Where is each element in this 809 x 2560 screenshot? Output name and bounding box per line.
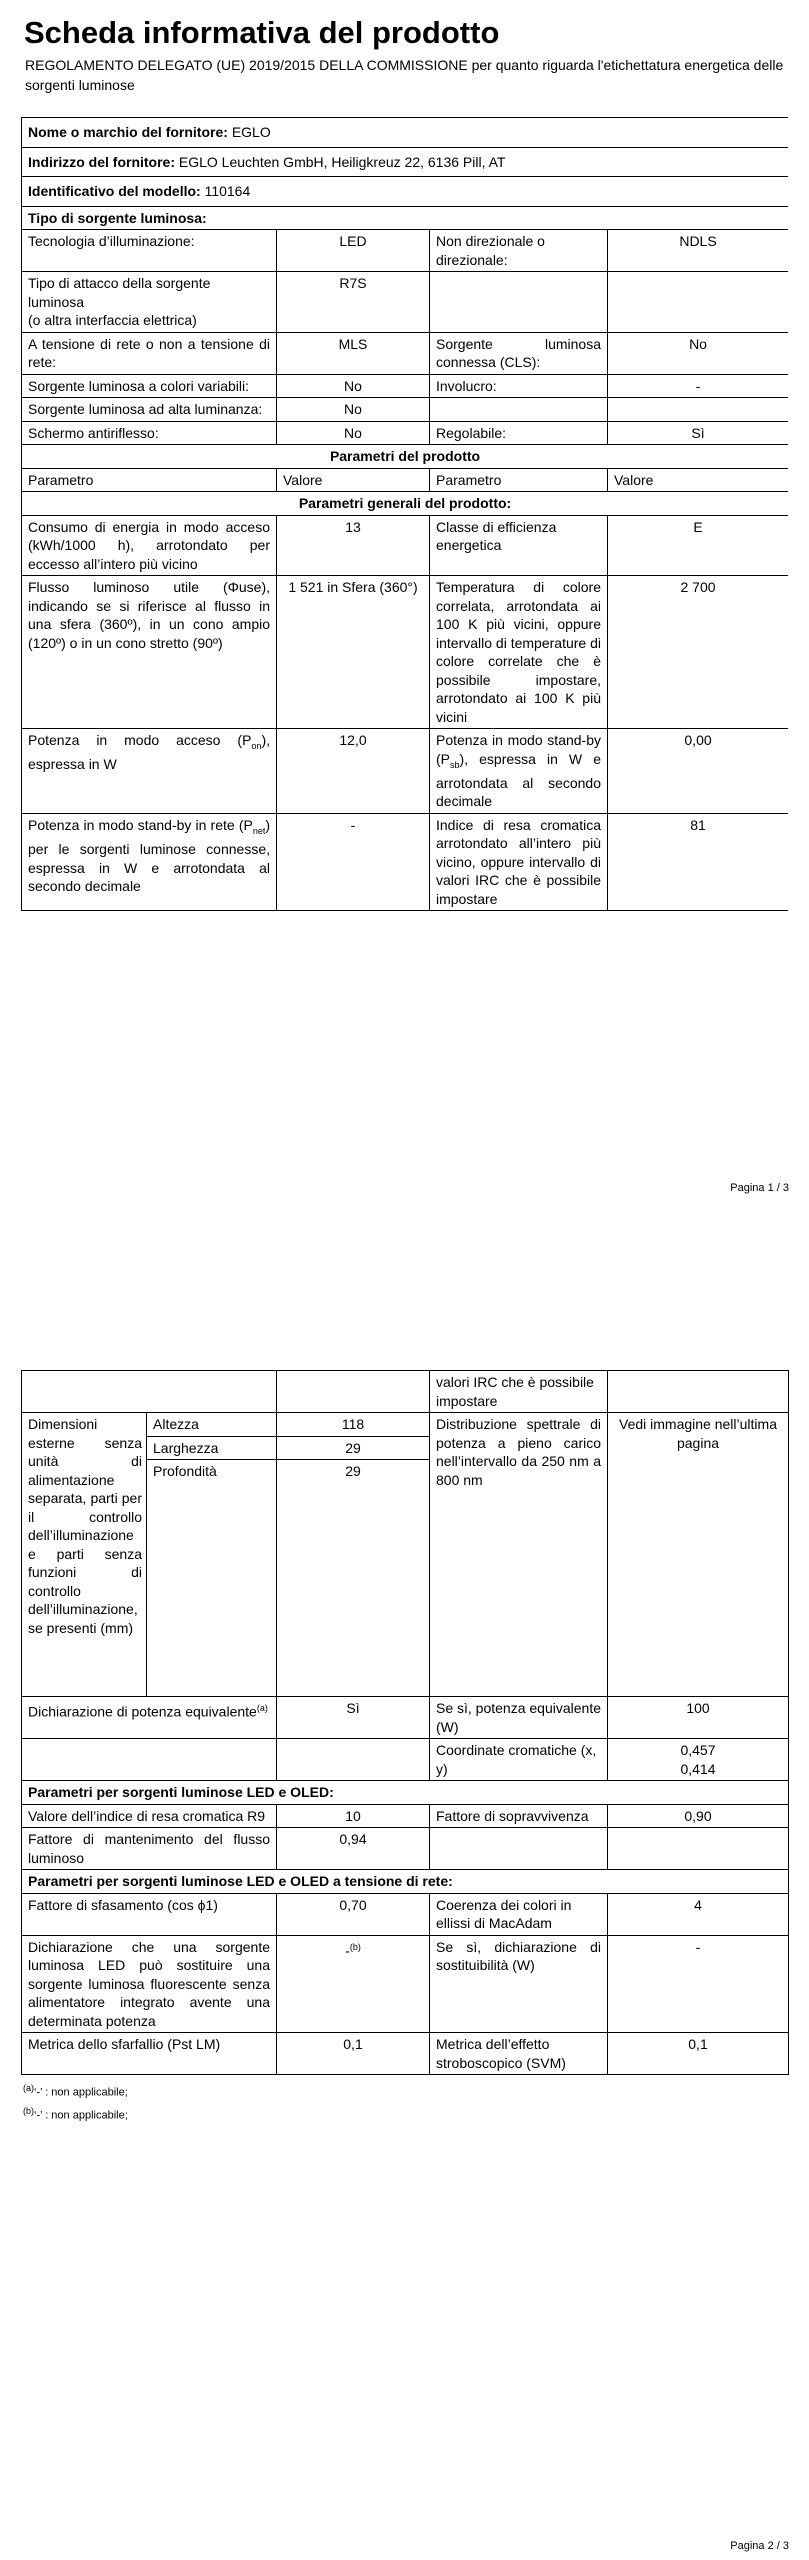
empty-cell (277, 1371, 430, 1413)
envelope-label: Involucro: (430, 374, 608, 398)
footnote-a: $^{(a)}$‘-’ : non applicabile; (23, 2083, 128, 2099)
source-type-heading: Tipo di sorgente luminosa: (22, 206, 789, 230)
tech-value: LED (277, 230, 430, 272)
useful-flux-label: Flusso luminoso utile (Φuse), indicando se si riferisce al flusso in una sfera (360º), in un cono ampio (120º) o in un cono stretto (90º) (22, 576, 277, 729)
page-1-table-clip (21, 117, 788, 1149)
useful-flux-value: 1 521 in Sfera (360°) (277, 576, 430, 729)
high-luminance-label: Sorgente luminosa ad alta luminanza: (22, 398, 277, 422)
empty-cell (608, 272, 789, 333)
page-2-content (21, 1370, 788, 2124)
macadam-value: 4 (608, 1893, 789, 1935)
anti-glare-value: No (277, 421, 430, 445)
depth-value: 29 (277, 1460, 430, 1697)
dimensions-label: Dimensioni esterne senza unità di alimentazione separata, parti per il controllo dell’illuminazione e parti senza funzioni di controllo dell’illuminazione, se presenti (mm) (22, 1413, 147, 1697)
mains-value: MLS (277, 332, 430, 374)
standby-power-label: Potenza in modo stand-by $(P_{sb})$, espressa in W e arrotondata al secondo decimale (430, 729, 608, 814)
stroboscopic-value: 0,1 (608, 2033, 789, 2075)
empty-cell (430, 398, 608, 422)
macadam-label: Coerenza dei colori in ellissi di MacAdam (430, 1893, 608, 1935)
footnotes (23, 2079, 788, 2124)
height-label: Altezza (147, 1413, 277, 1437)
supplier-row (22, 118, 789, 148)
stroboscopic-label: Metrica dell’effetto stroboscopico (SVM) (430, 2033, 608, 2075)
depth-label: Profondità (147, 1460, 277, 1697)
dimmable-value: Sì (608, 421, 789, 445)
equivalent-power-label: Dichiarazione di potenza equivalente$^{(a)}$ (22, 1697, 277, 1739)
led-params-heading: Parametri per sorgenti luminose LED e OLED: (22, 1781, 789, 1805)
footnote-b: $^{(b)}$‘-’ : non applicabile; (23, 2105, 128, 2122)
networked-standby-value: - (277, 813, 430, 911)
address-value: EGLO Leuchten GmbH, Heiligkreuz 22, 6136 Pill, AT (178, 153, 506, 170)
tech-label: Tecnologia d’illuminazione: (22, 230, 277, 272)
model-label: Identificativo del modello: (28, 183, 201, 199)
color-tunable-label: Sorgente luminosa a colori variabili: (22, 374, 277, 398)
power-factor-label: Fattore di sfasamento (cos ϕ1) (22, 1893, 277, 1935)
page-2 (0, 1370, 809, 2560)
product-info-table (21, 117, 788, 911)
address-row (22, 147, 789, 177)
empty-cell (608, 1828, 789, 1870)
cls-value: No (608, 332, 789, 374)
empty-cell (277, 1739, 430, 1781)
cap-value: R7S (277, 272, 430, 333)
chromaticity-label: Coordinate cromatiche (x, y) (430, 1739, 608, 1781)
on-mode-power-label: Potenza in modo acceso $(P_{on})$, espressa in W (22, 729, 277, 814)
page-1-content (21, 0, 788, 907)
flicker-label: Metrica dello sfarfallio (Pst LM) (22, 2033, 277, 2075)
document-title: Scheda informativa del prodotto (24, 15, 500, 50)
consumption-label: Consumo di energia in modo acceso (kWh/1000 h), arrotondato per eccesso all’intero più vicino (22, 515, 277, 576)
replacement-watt-label: Se sì, dichiarazione di sostituibilità (W) (430, 1935, 608, 2033)
envelope-value: - (608, 374, 789, 398)
empty-cell (430, 1828, 608, 1870)
supplier-label: Nome o marchio del fornitore: (28, 124, 228, 140)
col-header-param: Parametro (430, 468, 608, 492)
replacement-claim-label: Dichiarazione che una sorgente luminosa LED può sostituire una sorgente luminosa fluorescente senza alimentatore integrato avente una determinata potenza (22, 1935, 277, 2033)
model-value: 110164 (204, 183, 251, 199)
anti-glare-label: Schermo antiriflesso: (22, 421, 277, 445)
equivalent-watt-label: Se sì, potenza equivalente (W) (430, 1697, 608, 1739)
on-mode-power-value: 12,0 (277, 729, 430, 814)
replacement-watt-value: - (608, 1935, 789, 2033)
cap-label: Tipo di attacco della sorgente luminosa (o altra interfaccia elettrica) (22, 272, 277, 333)
r9-value: 10 (277, 1804, 430, 1828)
model-row (22, 177, 789, 207)
width-value: 29 (277, 1436, 430, 1460)
mains-label: A tensione di rete o non a tensione di rete: (22, 332, 277, 374)
col-header-value: Valore (277, 468, 430, 492)
empty-cell (22, 1739, 277, 1781)
survival-value: 0,90 (608, 1804, 789, 1828)
product-info-table-continued (21, 1370, 789, 2075)
spd-label: Distribuzione spettrale di potenza a pieno carico nell’intervallo da 250 nm a 800 nm (430, 1413, 608, 1697)
product-params-heading: Parametri del prodotto (22, 445, 789, 469)
efficiency-class-value: E (608, 515, 789, 576)
regulation-subtitle: REGOLAMENTO DELEGATO (UE) 2019/2015 DELLA COMMISSIONE per quanto riguarda l'etichettatura energetica delle sorgenti luminose (25, 57, 784, 93)
nondir-value: NDLS (608, 230, 789, 272)
cct-label: Temperatura di colore correlata, arrotondata ai 100 K più vicini, oppure intervallo di temperature di colore correlate che è possibile impostare, arrotondato ai 100 K più vicini (430, 576, 608, 729)
r9-label: Valore dell’indice di resa cromatica R9 (22, 1804, 277, 1828)
dimmable-label: Regolabile: (430, 421, 608, 445)
empty-cell (608, 398, 789, 422)
maintenance-value: 0,94 (277, 1828, 430, 1870)
color-tunable-value: No (277, 374, 430, 398)
equivalent-watt-value: 100 (608, 1697, 789, 1739)
consumption-value: 13 (277, 515, 430, 576)
supplier-value: EGLO (231, 124, 271, 140)
col-header-value: Valore (608, 468, 789, 492)
empty-cell (608, 1371, 789, 1413)
nondir-label: Non direzionale o direzionale: (430, 230, 608, 272)
height-value: 118 (277, 1413, 430, 1437)
high-luminance-value: No (277, 398, 430, 422)
cls-label: Sorgente luminosa connessa (CLS): (430, 332, 608, 374)
power-factor-value: 0,70 (277, 1893, 430, 1935)
survival-label: Fattore di sopravvivenza (430, 1804, 608, 1828)
page-1 (0, 0, 809, 1235)
page-1-number: Pagina 1 / 3 (730, 1182, 789, 1194)
width-label: Larghezza (147, 1436, 277, 1460)
empty-cell (22, 1371, 277, 1413)
mains-params-heading: Parametri per sorgenti luminose LED e OLED a tensione di rete: (22, 1870, 789, 1894)
networked-standby-label: Potenza in modo stand-by in rete $(P_{net})$ per le sorgenti luminose connesse, espressa in W e arrotondata al secondo decimale (22, 813, 277, 911)
spd-value: Vedi immagine nell’ultima pagina (608, 1413, 789, 1697)
general-params-heading: Parametri generali del prodotto: (22, 492, 789, 516)
empty-cell (430, 272, 608, 333)
replacement-claim-value: -$^{(b)}$ (277, 1935, 430, 2033)
flicker-value: 0,1 (277, 2033, 430, 2075)
chromaticity-value: 0,457 0,414 (608, 1739, 789, 1781)
page-2-number: Pagina 2 / 3 (730, 2540, 789, 2552)
cri-label-continued: valori IRC che è possibile impostare (430, 1371, 608, 1413)
col-header-param: Parametro (22, 468, 277, 492)
equivalent-power-value: Sì (277, 1697, 430, 1739)
address-label: Indirizzo del fornitore: (28, 153, 175, 170)
standby-power-value: 0,00 (608, 729, 789, 814)
cri-value: 81 (608, 813, 789, 911)
cct-value: 2 700 (608, 576, 789, 729)
maintenance-label: Fattore di mantenimento del flusso luminoso (22, 1828, 277, 1870)
cri-label: Indice di resa cromatica arrotondato all’intero più vicino, oppure intervallo di valori IRC che è possibile impostare (430, 813, 608, 911)
efficiency-class-label: Classe di efficienza energetica (430, 515, 608, 576)
